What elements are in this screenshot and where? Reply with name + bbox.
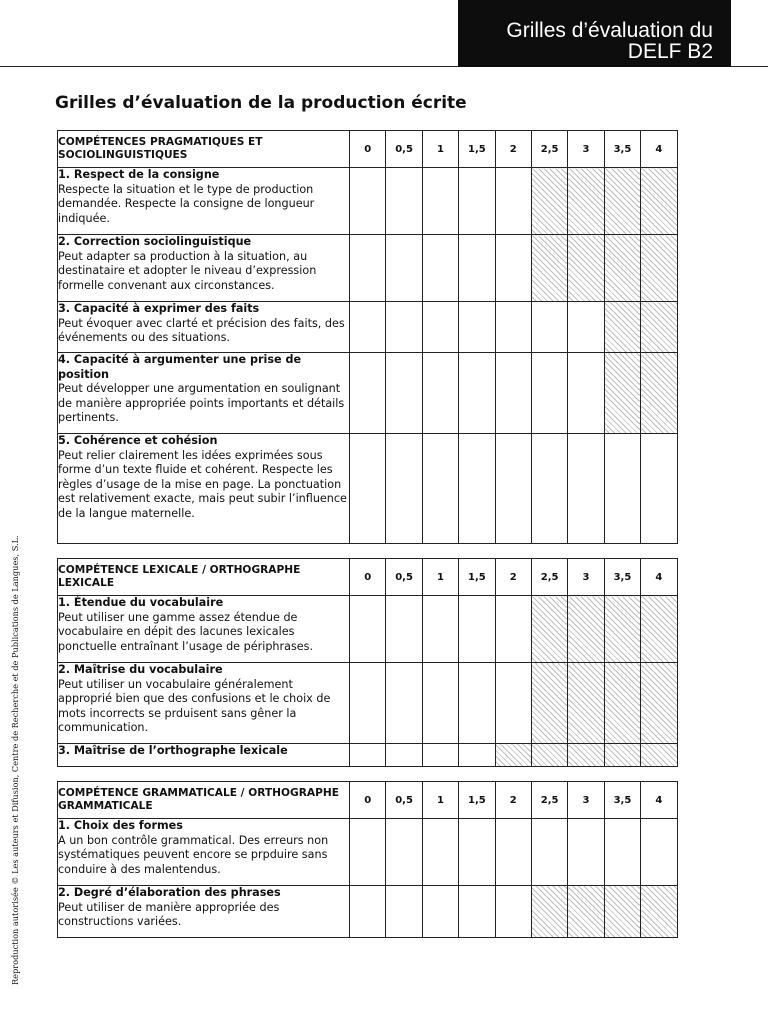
score-cell-disabled — [604, 168, 640, 235]
score-cell-disabled — [568, 168, 604, 235]
score-header: 2,5 — [531, 782, 567, 819]
criterion-body: Peut utiliser de manière appropriée des constructions variées. — [58, 900, 280, 929]
criterion-description — [58, 235, 350, 302]
criterion-row — [58, 663, 678, 744]
score-header: 0,5 — [386, 131, 422, 168]
criterion-description — [58, 886, 350, 938]
score-header: 3 — [568, 782, 604, 819]
score-cell-disabled — [604, 886, 640, 938]
score-cell-disabled — [604, 596, 640, 663]
score-header: 2,5 — [531, 559, 567, 596]
score-header: 2 — [495, 559, 531, 596]
score-header: 1 — [422, 559, 458, 596]
criterion-description — [58, 596, 350, 663]
criterion-row — [58, 886, 678, 938]
criterion-body: Peut utiliser un vocabulaire généralement approprié bien que des confusions et le choix de mots incorrects se prduisent sans gêner la communication. — [58, 677, 331, 735]
score-cell[interactable] — [422, 596, 458, 663]
criterion-title: 2. Correction sociolinguistique — [58, 235, 252, 248]
score-header: 1,5 — [459, 131, 495, 168]
banner-line-1: Grilles d’évaluation du — [506, 19, 713, 42]
score-cell-disabled — [568, 663, 604, 744]
score-cell[interactable] — [459, 663, 495, 744]
score-cell[interactable] — [459, 744, 495, 767]
score-cell[interactable] — [386, 235, 422, 302]
score-cell[interactable] — [459, 302, 495, 353]
score-cell[interactable] — [459, 596, 495, 663]
score-cell-disabled — [568, 886, 604, 938]
page-title: Grilles d’évaluation de la production écrite — [55, 93, 467, 113]
criterion-row — [58, 596, 678, 663]
criterion-row — [58, 235, 678, 302]
criterion-row — [58, 744, 678, 767]
score-cell-disabled — [531, 168, 567, 235]
score-cell-disabled — [531, 235, 567, 302]
score-cell[interactable] — [422, 663, 458, 744]
score-cell-disabled — [641, 302, 677, 353]
score-cell[interactable] — [422, 744, 458, 767]
score-cell[interactable] — [350, 168, 386, 235]
criterion-description — [58, 168, 350, 235]
score-cell-disabled — [604, 663, 640, 744]
score-cell[interactable] — [459, 353, 495, 434]
grid-lexical — [57, 558, 678, 767]
score-cell[interactable] — [422, 819, 458, 886]
score-cell[interactable] — [350, 744, 386, 767]
score-cell[interactable] — [568, 353, 604, 434]
criterion-title: 1. Respect de la consigne — [58, 168, 220, 181]
score-cell-disabled — [604, 744, 640, 767]
score-cell[interactable] — [459, 168, 495, 235]
criterion-body: Peut utiliser une gamme assez étendue de vocabulaire en dépit des lacunes lexicales ponctuelle entraînant l’usage de périphrases. — [58, 610, 314, 653]
score-cell-disabled — [531, 596, 567, 663]
score-cell[interactable] — [386, 353, 422, 434]
score-cell[interactable] — [350, 886, 386, 938]
score-cell[interactable] — [495, 302, 531, 353]
score-header: 4 — [641, 559, 677, 596]
score-cell-disabled — [604, 235, 640, 302]
score-cell-disabled — [495, 744, 531, 767]
score-cell[interactable] — [495, 886, 531, 938]
score-cell[interactable] — [386, 663, 422, 744]
criterion-body: A un bon contrôle grammatical. Des erreurs non systématiques peuvent encore se prpduire sans conduire à des malentendus. — [58, 833, 329, 876]
criterion-row — [58, 819, 678, 886]
score-cell[interactable] — [495, 596, 531, 663]
score-cell[interactable] — [495, 663, 531, 744]
score-header: 2,5 — [531, 131, 567, 168]
score-header: 3,5 — [604, 131, 640, 168]
criterion-row — [58, 434, 678, 544]
criterion-row — [58, 168, 678, 235]
score-cell[interactable] — [350, 819, 386, 886]
score-header: 1 — [422, 782, 458, 819]
score-cell[interactable] — [531, 434, 567, 544]
score-header: 0 — [350, 782, 386, 819]
criterion-row — [58, 302, 678, 353]
criterion-body: Peut relier clairement les idées exprimées sous forme d’un texte fluide et cohérent. Respecte les règles d’usage de la mise en page. La ponctuation est relativement exacte, mais peut subir l’influence de la langue maternelle. — [58, 448, 347, 520]
criterion-description — [58, 819, 350, 886]
score-cell[interactable] — [459, 886, 495, 938]
score-cell[interactable] — [422, 886, 458, 938]
score-header: 1,5 — [459, 782, 495, 819]
criterion-title: 3. Maîtrise de l’orthographe lexicale — [58, 744, 288, 757]
score-cell[interactable] — [641, 819, 677, 886]
score-cell-disabled — [641, 596, 677, 663]
score-cell[interactable] — [604, 434, 640, 544]
score-cell[interactable] — [350, 353, 386, 434]
score-cell[interactable] — [422, 434, 458, 544]
score-cell-disabled — [531, 744, 567, 767]
score-cell[interactable] — [604, 819, 640, 886]
score-header: 4 — [641, 131, 677, 168]
score-cell[interactable] — [568, 434, 604, 544]
score-header: 1,5 — [459, 559, 495, 596]
score-cell[interactable] — [568, 819, 604, 886]
criterion-title: 2. Degré d’élaboration des phrases — [58, 886, 281, 899]
score-cell-disabled — [568, 744, 604, 767]
score-cell-disabled — [531, 663, 567, 744]
criterion-title: 5. Cohérence et cohésion — [58, 434, 218, 447]
section-header: COMPÉTENCE GRAMMATICALE / ORTHOGRAPHE GRAMMATICALE — [58, 782, 350, 819]
side-copyright-note: Reproduction autorisée © Les auteurs et Difusion, Centre de Recherche et de Publications de Langues, S.L. — [10, 535, 20, 985]
banner-line-2: DELF B2 — [627, 40, 713, 63]
criterion-body: Peut évoquer avec clarté et précision des faits, des événements ou des situations. — [58, 316, 345, 345]
score-cell-disabled — [641, 353, 677, 434]
score-cell[interactable] — [495, 235, 531, 302]
score-cell-disabled — [641, 886, 677, 938]
grid-grammatical — [57, 781, 678, 938]
score-cell[interactable] — [422, 235, 458, 302]
score-cell[interactable] — [386, 168, 422, 235]
score-cell[interactable] — [422, 353, 458, 434]
score-cell-disabled — [568, 235, 604, 302]
score-header: 3 — [568, 559, 604, 596]
criterion-title: 2. Maîtrise du vocabulaire — [58, 663, 223, 676]
score-cell[interactable] — [350, 663, 386, 744]
score-cell[interactable] — [568, 302, 604, 353]
section-header: COMPÉTENCE LEXICALE / ORTHOGRAPHE LEXICALE — [58, 559, 350, 596]
score-cell[interactable] — [531, 302, 567, 353]
score-cell-disabled — [531, 886, 567, 938]
score-cell[interactable] — [350, 434, 386, 544]
score-cell[interactable] — [641, 434, 677, 544]
score-cell-disabled — [641, 168, 677, 235]
criterion-description — [58, 302, 350, 353]
score-cell[interactable] — [350, 596, 386, 663]
score-cell[interactable] — [350, 235, 386, 302]
criterion-description — [58, 353, 350, 434]
section-header: COMPÉTENCES PRAGMATIQUES ET SOCIOLINGUISTIQUES — [58, 131, 350, 168]
score-cell[interactable] — [495, 353, 531, 434]
score-cell[interactable] — [459, 819, 495, 886]
score-header: 3,5 — [604, 782, 640, 819]
score-cell[interactable] — [350, 302, 386, 353]
score-cell[interactable] — [495, 168, 531, 235]
score-header: 1 — [422, 131, 458, 168]
score-header: 3,5 — [604, 559, 640, 596]
header-banner — [458, 0, 731, 67]
score-cell-disabled — [604, 302, 640, 353]
score-cell[interactable] — [495, 434, 531, 544]
score-cell[interactable] — [459, 235, 495, 302]
score-cell[interactable] — [386, 596, 422, 663]
score-header: 2 — [495, 782, 531, 819]
score-cell-disabled — [641, 235, 677, 302]
criterion-body: Respecte la situation et le type de production demandée. Respecte la consigne de longueur indiquée. — [58, 182, 315, 225]
score-cell[interactable] — [422, 168, 458, 235]
criterion-description — [58, 744, 350, 767]
criterion-title: 4. Capacité à argumenter une prise de position — [58, 353, 302, 381]
score-cell[interactable] — [386, 744, 422, 767]
score-cell[interactable] — [386, 886, 422, 938]
score-header: 2 — [495, 131, 531, 168]
score-header: 3 — [568, 131, 604, 168]
criterion-body: Peut développer une argumentation en soulignant de manière appropriée points importants et détails pertinents. — [58, 382, 345, 425]
score-cell[interactable] — [495, 819, 531, 886]
score-cell[interactable] — [422, 302, 458, 353]
score-header: 0 — [350, 559, 386, 596]
grid-pragmatic-sociolinguistic — [57, 130, 678, 544]
criterion-title: 1. Étendue du vocabulaire — [58, 596, 224, 609]
score-cell[interactable] — [386, 434, 422, 544]
criterion-title: 1. Choix des formes — [58, 819, 183, 832]
score-cell[interactable] — [386, 819, 422, 886]
score-header: 0,5 — [386, 559, 422, 596]
criterion-body: Peut adapter sa production à la situation, au destinataire et adopter le niveau d’expression formelle convenant aux circonstances. — [58, 249, 317, 292]
score-header: 4 — [641, 782, 677, 819]
score-header: 0 — [350, 131, 386, 168]
score-cell[interactable] — [459, 434, 495, 544]
score-cell-disabled — [568, 596, 604, 663]
score-cell[interactable] — [531, 353, 567, 434]
criterion-title: 3. Capacité à exprimer des faits — [58, 302, 260, 315]
criterion-description — [58, 663, 350, 744]
score-cell[interactable] — [386, 302, 422, 353]
score-cell-disabled — [641, 744, 677, 767]
criterion-row — [58, 353, 678, 434]
score-cell-disabled — [604, 353, 640, 434]
score-cell[interactable] — [531, 819, 567, 886]
score-header: 0,5 — [386, 782, 422, 819]
criterion-description — [58, 434, 350, 544]
score-cell-disabled — [641, 663, 677, 744]
